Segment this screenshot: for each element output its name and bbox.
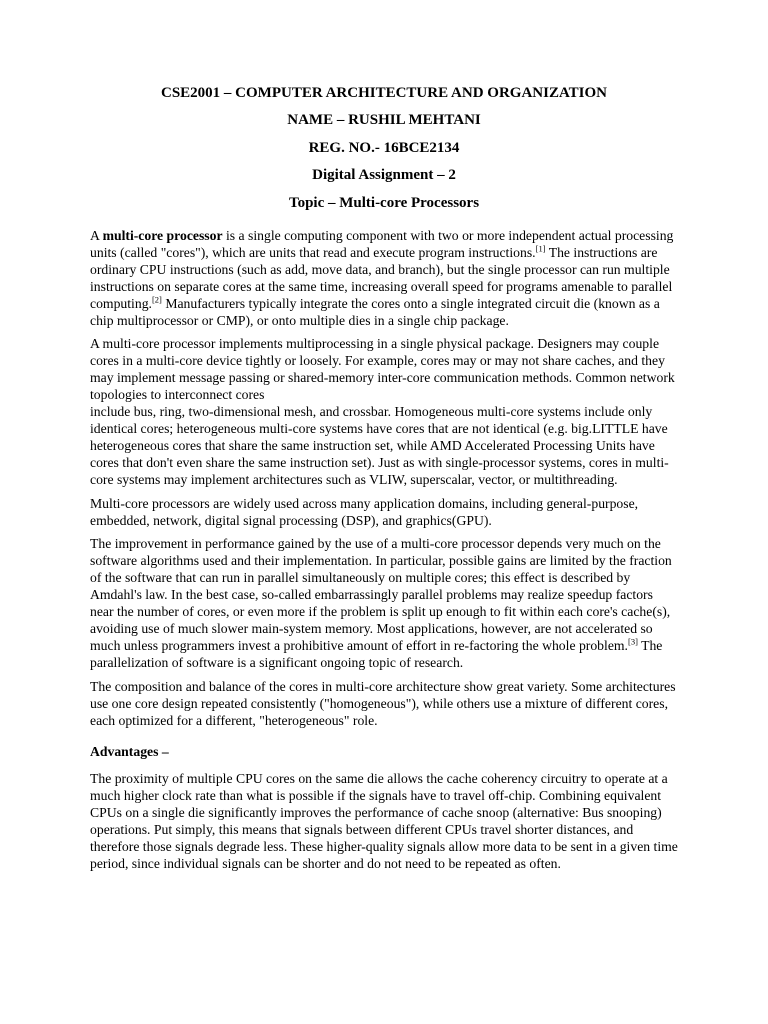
text-run: A multi-core processor implements multiprocessing in a single physical package. Designers may couple cores in a multi-core device tightly or loosely. For example, cores may or may not share caches, and they may implement message passing or shared-memory inter-core communication methods. Common network topologies to interconnect cores <box>90 336 675 403</box>
registration-number: REG. NO.- 16BCE2134 <box>308 139 460 156</box>
document-body <box>90 228 678 873</box>
text-run: A <box>90 228 103 244</box>
bold-text-run: multi-core processor <box>102 228 223 244</box>
topic-title: Topic – Multi-core Processors <box>288 194 480 211</box>
text-run: Multi-core processors are widely used across many application domains, including general-purpose, embedded, network, digital signal processing (DSP), and graphics(GPU). <box>90 495 639 528</box>
paragraph <box>90 536 678 671</box>
assignment-title: Digital Assignment – 2 <box>312 167 456 184</box>
section-heading <box>90 744 678 761</box>
paragraph <box>90 679 678 730</box>
text-run: The proximity of multiple CPU cores on the same die allows the cache coherency circuitry to operate at a much higher clock rate than what is possible if the signals have to travel off-chip. Combining equivalent CPUs on a single die significantly improves the performance of cache snoop (alternative: Bus snooping) operations. Put simply, this means that signals between different CPUs travel shorter distances, and therefore those signals degrade less. These higher-quality signals allow more data to be sent in a given time period, since individual signals can be shorter and do not need to be repeated as often. <box>90 771 678 871</box>
paragraph <box>90 228 678 329</box>
citation-superscript: [2] <box>151 294 162 305</box>
bold-text-run: Advantages – <box>90 744 169 760</box>
student-name: NAME – RUSHIL MEHTANI <box>287 112 481 129</box>
text-run: The improvement in performance gained by the use of a multi-core processor depends very much on the software algorithms used and their implementation. In particular, possible gains are limited by the fraction of the software that can run in parallel simultaneously on multiple cores; this effect is described by Amdahl's law. In the best case, so-called embarrassingly parallel problems may realize speedup factors near the number of cores, or even more if the problem is split up enough to fit within each core's cache(s), avoiding use of much slower main-system memory. Most applications, however, are not accelerated so much unless programmers invest a prohibitive amount of effort in re-factoring the whole problem. <box>90 536 672 653</box>
text-run: Manufacturers typically integrate the cores onto a single integrated circuit die (known as a chip multiprocessor or CMP), or onto multiple dies in a single chip package. <box>90 295 660 328</box>
text-run: The composition and balance of the cores in multi-core architecture show great variety. Some architectures use one core design repeated consistently ("homogeneous"), while others use a mixture of different cores, each optimized for a different, "heterogeneous" role. <box>90 678 676 728</box>
document-header <box>90 80 678 217</box>
citation-superscript: [1] <box>535 243 546 254</box>
paragraph <box>90 771 678 872</box>
text-run: The instructions are ordinary CPU instructions (such as add, move data, and branch), but the single processor can run multiple instructions on separate cores at the same time, increasing overall speed for programs amenable to parallel computing. <box>90 244 673 311</box>
paragraph <box>90 496 678 530</box>
text-run: include bus, ring, two-dimensional mesh, and crossbar. Homogeneous multi-core systems include only identical cores; heterogeneous multi-core systems have cores that are not identical (e.g. big.LITTLE have heterogeneous cores that share the same instruction set, while AMD Accelerated Processing Units have cores that don't even share the same instruction set). Just as with single-processor systems, cores in multi-core systems may implement architectures such as VLIW, superscalar, vector, or multithreading. <box>90 404 669 487</box>
text-run: is a single computing component with two or more independent actual processing units (called "cores"), which are units that read and execute program instructions. <box>90 228 674 260</box>
citation-superscript: [3] <box>627 636 638 647</box>
text-run: The parallelization of software is a significant ongoing topic of research. <box>90 637 663 670</box>
paragraph <box>90 336 678 488</box>
course-title: CSE2001 – COMPUTER ARCHITECTURE AND ORGANIZATION <box>160 85 608 101</box>
